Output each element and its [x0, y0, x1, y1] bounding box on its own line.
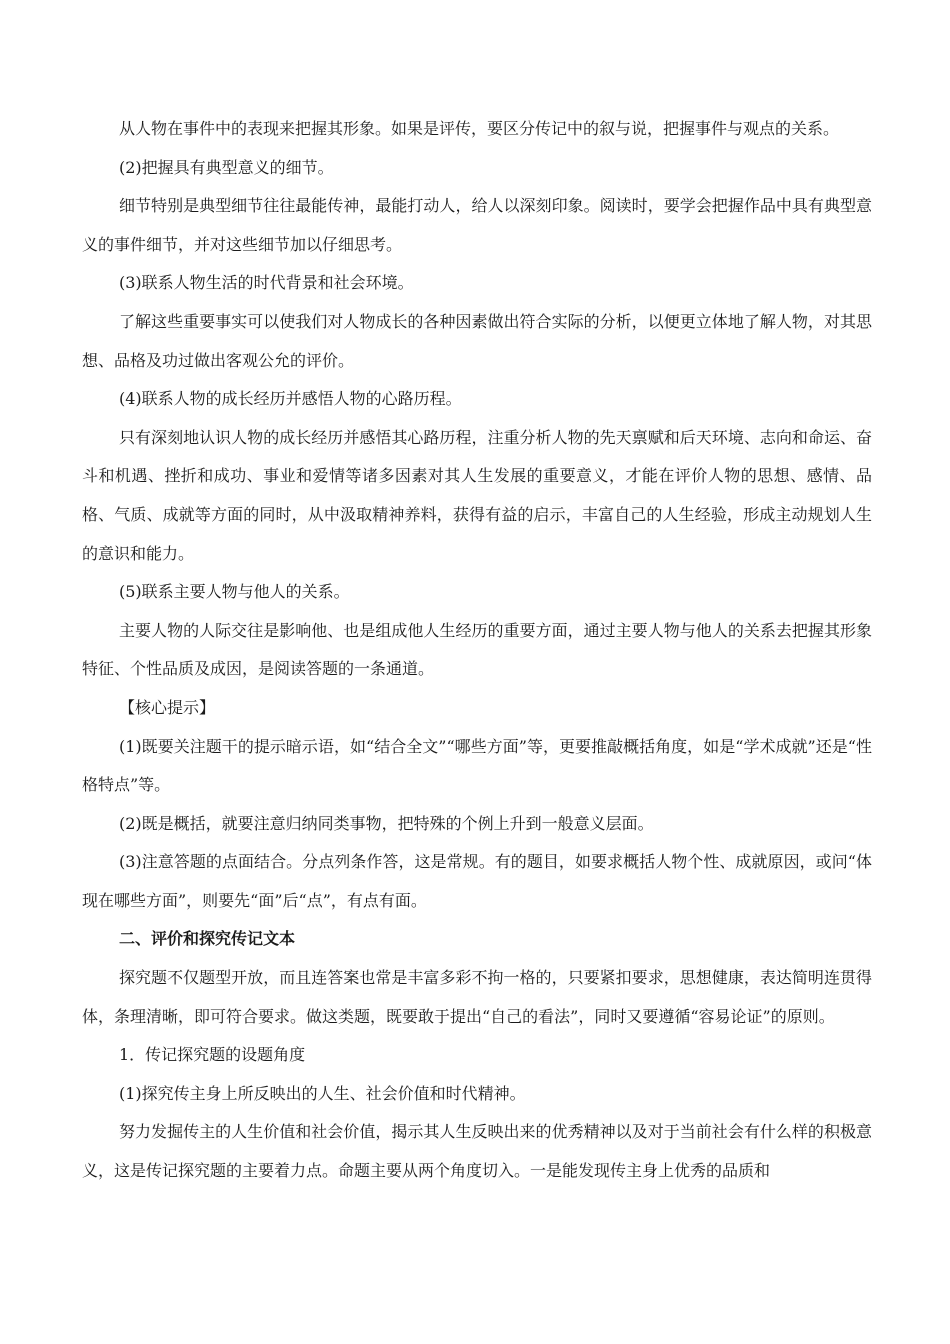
paragraph: 只有深刻地认识人物的成长经历并感悟其心路历程，注重分析人物的先天禀赋和后天环境、志向和命运、奋斗和机遇、挫折和成功、事业和爱情等诸多因素对其人生发展的重要意义，才能在评价人物的思想、感情、品格、气质、成就等方面的同时，从中汲取精神养料，获得有益的启示，丰富自己的人生经验，形成主动规划人生的意识和能力。 — [82, 427, 872, 563]
paragraph: 努力发掘传主的人生价值和社会价值，揭示其人生反映出来的优秀精神以及对于当前社会有什么样的积极意义，这是传记探究题的主要着力点。命题主要从两个角度切入。一是能发现传主身上优秀的品质和 — [82, 1122, 872, 1181]
tip-item: (3)注意答题的点面结合。分点列条作答，这是常规。有的题目，如要求概括人物个性、成就原因，或问“体现在哪些方面”，则要先“面”后“点”，有点有面。 — [82, 852, 872, 910]
paragraph: 了解这些重要事实可以使我们对人物成长的各种因素做出符合实际的分析，以便更立体地了解人物，对其思想、品格及功过做出客观公允的评价。 — [82, 311, 872, 370]
subheading: (1)探究传主身上所反映出的人生、社会价值和时代精神。 — [119, 1083, 526, 1103]
tip-item: (2)既是概括，就要注意归纳同类事物，把特殊的个例上升到一般意义层面。 — [119, 813, 654, 833]
paragraph: 从人物在事件中的表现来把握其形象。如果是评传，要区分传记中的叙与说，把握事件与观点的关系。 — [119, 119, 840, 138]
core-tip-heading: 【核心提示】 — [119, 697, 216, 717]
subheading: (3)联系人物生活的时代背景和社会环境。 — [119, 273, 414, 293]
paragraph: 主要人物的人际交往是影响他、也是组成他人生经历的重要方面，通过主要人物与他人的关系去把握其形象特征、个性品质及成因，是阅读答题的一条通道。 — [82, 620, 872, 679]
subheading: (5)联系主要人物与他人的关系。 — [119, 582, 350, 602]
paragraph: 细节特别是典型细节往往最能传神，最能打动人，给人以深刻印象。阅读时，要学会把握作品中具有典型意义的事件细节，并对这些细节加以仔细思考。 — [82, 196, 872, 254]
subheading: 1．传记探究题的设题角度 — [119, 1045, 306, 1065]
tip-item: (1)既要关注题干的提示暗示语，如“结合全文”“哪些方面”等，更要推敲概括角度，如是“学术成就”还是“性格特点”等。 — [82, 736, 872, 795]
subheading: (4)联系人物的成长经历并感悟人物的心路历程。 — [119, 389, 462, 409]
subheading: (2)把握具有典型意义的细节。 — [119, 157, 334, 177]
section-heading: 二、评价和探究传记文本 — [119, 929, 296, 949]
document-body — [82, 110, 872, 1191]
paragraph: 探究题不仅题型开放，而且连答案也常是丰富多彩不拘一格的，只要紧扣要求，思想健康，表达简明连贯得体，条理清晰，即可符合要求。做这类题，既要敢于提出“自己的看法”，同时又要遵循“容易论证”的原则。 — [82, 968, 872, 1026]
